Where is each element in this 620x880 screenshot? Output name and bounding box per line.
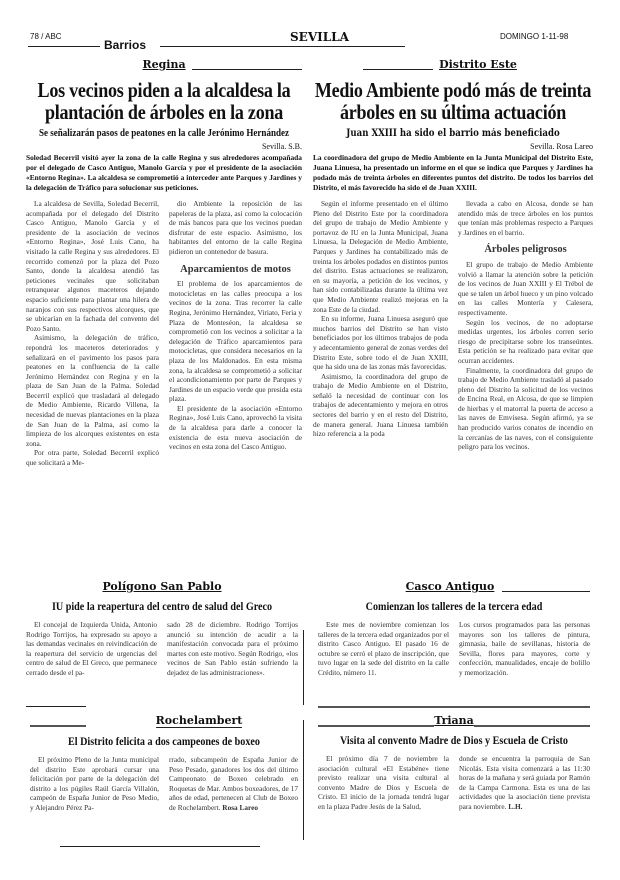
header-rule-left xyxy=(28,46,100,47)
column-1 xyxy=(313,199,448,452)
headline: Los vecinos piden a la alcaldesa la plantación de árboles en la zona xyxy=(37,78,291,124)
byline: L.H. xyxy=(508,801,523,811)
headline: Comienzan los talleres de la tercera edad xyxy=(365,601,543,613)
lead-paragraph: La coordinadora del grupo de Medio Ambiente en la Junta Municipal del Distrito Este, Juana Linuesa, ha presentado un informe en el que se indica que Parques y Jardines ha podado más de treinta árboles en diferentes puntos del distrito. De todos los barrios del Distrito, el más favorecido ha sido el de Juan XXIII. xyxy=(313,153,593,192)
section-rule xyxy=(60,846,260,847)
headline: Visita al convento Madre de Dios y Escuela de Cristo xyxy=(340,735,568,747)
headline: IU pide la reapertura del centro de salud del Greco xyxy=(51,601,273,613)
paragraph: Asimismo, la coordinadora del grupo de trabajo de Medio Ambiente en el Distrito, señaló la necesidad de continuar con los trabajos de adecentamiento y mejora en otros sectores del barrio y en el resto del Distrito, de manera general. Juana Linuesa también hizo referencia a la poda xyxy=(313,371,448,439)
paragraph: dio Ambiente la reposición de las papeleras de la plaza, así como la colocación de más bancos para que los vecinos puedan disfrutar de este espacio. Asimismo, los habitantes del entorno de la calle Regina pidieron un contenedor de basura. xyxy=(169,199,302,256)
byline: Rosa Lareo xyxy=(222,802,259,812)
column-1: Este mes de noviembre comienzan los talleres de la tercera edad organizados por el distrito Casco Antiguo. El pasado 16 de octubre se cerró el plazo de inscripción, que tuvo lugar en la sede del distrito en la calle Crédito, número 11. xyxy=(318,620,449,677)
paragraph: Finalmente, la coordinadora del grupo de trabajo de Medio Ambiente trasladó al pasado pleno del Distrito la solicitud de los vecinos de Encina Real, en Alcosa, de que se limpien de hierbas y el matorral la puerta de acceso a las naves de Emvisesa. Según afirmó, ya se han producido varios conatos de incendio en la cercanías de las naves, con el consiguiente peligro para los vecinos. xyxy=(458,365,593,452)
paragraph: El problema de los aparcamientos de motocicletas en las calles preocupa a los vecinos de la zona. Tras recorrer la calle Regina, Jerónimo Hernández, Viriato, Feria y Plaza de Monteséon, la alcaldesa se comprometió con los vecinos a solicitar a la delegación de Tráfico aparcamientos para motocicletas, que considera necesarios en la plaza de los Maldonados. En esta misma zona, la alcaldesa se comprometió a solicitar el acondicionamiento por parte de Parques y Jardines de un espacio verde que presida esta plaza. xyxy=(169,279,302,404)
subheadline: Se señalizarán pasos de peatones en la calle Jerónimo Hernández xyxy=(38,128,290,139)
column-1: El próximo Pleno de la Junta municipal del distrito Este aprobará cursar una felicitación por parte de la delegación del distrito a los púgiles Raúl García Villalón, campeón de España Junior de Peso Medio, y Alejandro Pérez Pa- xyxy=(30,755,159,812)
column-2 xyxy=(459,754,590,812)
date: DOMINGO 1-11-98 xyxy=(500,32,569,41)
column-2: Los cursos programados para las personas mayores son los talleres de pintura, gimnasia, baile de sevillanas, historia de Sevilla, flores para mayores, corte y confección, manualidades, encaje de bolillo y memorización. xyxy=(459,620,590,677)
article-triana xyxy=(318,714,590,812)
paragraph: El grupo de trabajo de Medio Ambiente volvió a llamar la atención sobre la petición de los vecinos de Juan XXIII y El Trébol de que se talen un árbol hueco y un pino volcado en las calles Montería y Calesera, respectivamente. xyxy=(458,259,593,317)
section-label: Barrios xyxy=(104,38,147,52)
paragraph: La alcaldesa de Sevilla, Soledad Becerril, acompañada por el delegado del Distrito Casco Antiguo, Manolo García y el presidente de la asociación de vecinos «Entorno Regina», José Luis Cano, ha visitado la calle Regina y sus alrededores. El recorrido comenzó por la plaza del Pozo Santo, donde la alcaldesa atendió las peticiones vecinales que solicitaban retranquear algunos maceteros dejando espacio suficiente para plantar una hilera de naranjos con sus respectivos alcorques, que se ubicarían en la fachada del convento del Pozo Santo. xyxy=(26,199,159,333)
paragraph: Asimismo, la delegación de tráfico, repondrá los maceteros deteriorados y señalizará en el pavimento los pasos para peatones en la confluencia de la calle Jerónimo Hernández con Regina y en la plaza de San Juan de la Palma. Soledad Becerril explicó que trasladará al delegado de Medio Ambiente, Ricardo Villena, la necesidad de nuevas plantaciones en la plaza de San Juan de la Palma, así como la limpieza de los alcorques existentes en esta zona. xyxy=(26,333,159,448)
kicker: Triana xyxy=(434,714,474,727)
paragraph: Según los vecinos, de no adoptarse medidas urgentes, los árboles corren serio riesgo de precipitarse sobre los transeúntes. Esta petición se ha realizado para evitar que ocurran accidentes. xyxy=(458,317,593,365)
kicker: Regina xyxy=(142,58,186,71)
section-rule xyxy=(26,706,86,707)
article-regina xyxy=(26,58,302,468)
paragraph: rrado, subcampeón de España Junior de Peso Pesado, ganadores los dos del último Campeonato de Boxeo celebrado en Roquetas de Mar. Ambos boxeadores, de 17 años de edad, pertenecen al Club de Boxeo de Rochelambert. xyxy=(169,755,298,812)
column-2 xyxy=(169,199,302,468)
paragraph: En su informe, Juana Linuesa aseguró que muchos barrios del Distrito se han visto beneficiados por los últimos trabajos de poda y adecentamiento general de zonas verdes del Distrito Este, sobre todo el de Juan XXIII, que ha sido una de las zonas más favorecidas. xyxy=(313,314,448,372)
column-1: El próximo día 7 de noviembre la asociación cultural «El Estabéne» tiene previsto realizar una visita cultural al convento Madre de Dios y Escuela de Cristo. El inicio de la jornada tendrá lugar en la plaza Padre Jesús de la Salud, xyxy=(318,754,449,811)
subtitle: Aparcamientos de motos xyxy=(180,263,291,275)
column-2: sado 28 de diciembre. Rodrigo Torrijos anunció su intención de acudir a la manifestación convocada para el próximo martes con este motivo. Según Rodrigo, «los vecinos de San Pablo están sufriendo la dejadez de las administraciones». xyxy=(167,620,298,677)
headline: El Distrito felicita a dos campeones de boxeo xyxy=(67,736,260,748)
subtitle: Árboles peligrosos xyxy=(484,244,567,256)
kicker: Distrito Este xyxy=(439,58,517,71)
paragraph: llevada a cabo en Alcosa, donde se han atendido más de trece árboles en los puntos que tenían más problemas respecto a Parques y Jardines en el barrio. xyxy=(458,199,593,237)
kicker: Casco Antiguo xyxy=(405,580,495,593)
article-casco-antiguo xyxy=(318,580,590,678)
column-2 xyxy=(169,755,298,813)
byline: Sevilla. Rosa Lareo xyxy=(530,142,593,151)
section-rule xyxy=(318,706,590,708)
subheadline: Juan XXIII ha sido el barrio más beneficiado xyxy=(346,128,560,139)
paper-title: SEVILLA xyxy=(290,30,349,44)
paragraph: donde se encuentra la parroquia de San Nicolás. Esta visita comenzará a las 11:30 horas de la mañana y será guiada por Ramón de la Campa Carmona. Esta es una de las actividades que la asociación tiene prevista para noviembre. xyxy=(459,754,590,811)
paragraph: Por otra parte, Soledad Becerril explicó que solicitará a Me- xyxy=(26,448,159,468)
kicker: Rochelambert xyxy=(155,714,243,727)
paragraph: Según el informe presentado en el último Pleno del Distrito Este por la coordinadora del grupo de trabajo de Medio Ambiente y portavoz de IU en la Junta Municipal, Juana Linuesa, la Delegación de Medio Ambiente, Parques y Jardines ha contabilizado más de treinta los árboles podados en distintos puntos del distrito. Estas actuaciones se realizaron, en su mayoría, a petición de los vecinos, y han sido contabilizadas durante la última vez que Medio Ambiente realizó mejoras en la zona Este de la ciudad. xyxy=(313,199,448,314)
byline: Sevilla. S.B. xyxy=(261,142,302,151)
headline: Medio Ambiente podó más de treinta árboles en su última actuación xyxy=(314,78,592,124)
article-distrito-este xyxy=(313,58,593,452)
column-divider xyxy=(303,630,304,705)
header-rule-right xyxy=(160,46,405,47)
column-2 xyxy=(458,199,593,452)
kicker: Polígono San Pablo xyxy=(102,580,222,593)
lead-paragraph: Soledad Becerril visitó ayer la zona de la calle Regina y sus alrededores acompañada por el delegado de Casco Antiguo, Manolo García y por el presidente de la asociación «Entorno Regina». La alcaldesa se comprometió a interceder ante Parques y Jardines y la delegación de Tráfico para solucionar sus peticiones. xyxy=(26,153,302,192)
page-number: 78 / ABC xyxy=(30,32,62,41)
paragraph: El presidente de la asociación «Entorno Regina», José Luis Cano, aprovechó la visita de la alcaldesa para darle a conocer la existencia de esta nueva asociación de vecinos en esta zona del Casco Antiguo. xyxy=(169,403,302,452)
article-poligono xyxy=(26,580,298,678)
article-rochelambert xyxy=(30,714,298,813)
column-1: El concejal de Izquierda Unida, Antonio Rodrigo Torrijos, ha expresado su apoyo a las demandas vecinales en reivindicación de la reapertura del servicio de urgencias del centro de salud de El Greco, que permanece cerrado desde el pa- xyxy=(26,620,157,677)
column-divider xyxy=(303,720,304,840)
column-1 xyxy=(26,199,159,468)
